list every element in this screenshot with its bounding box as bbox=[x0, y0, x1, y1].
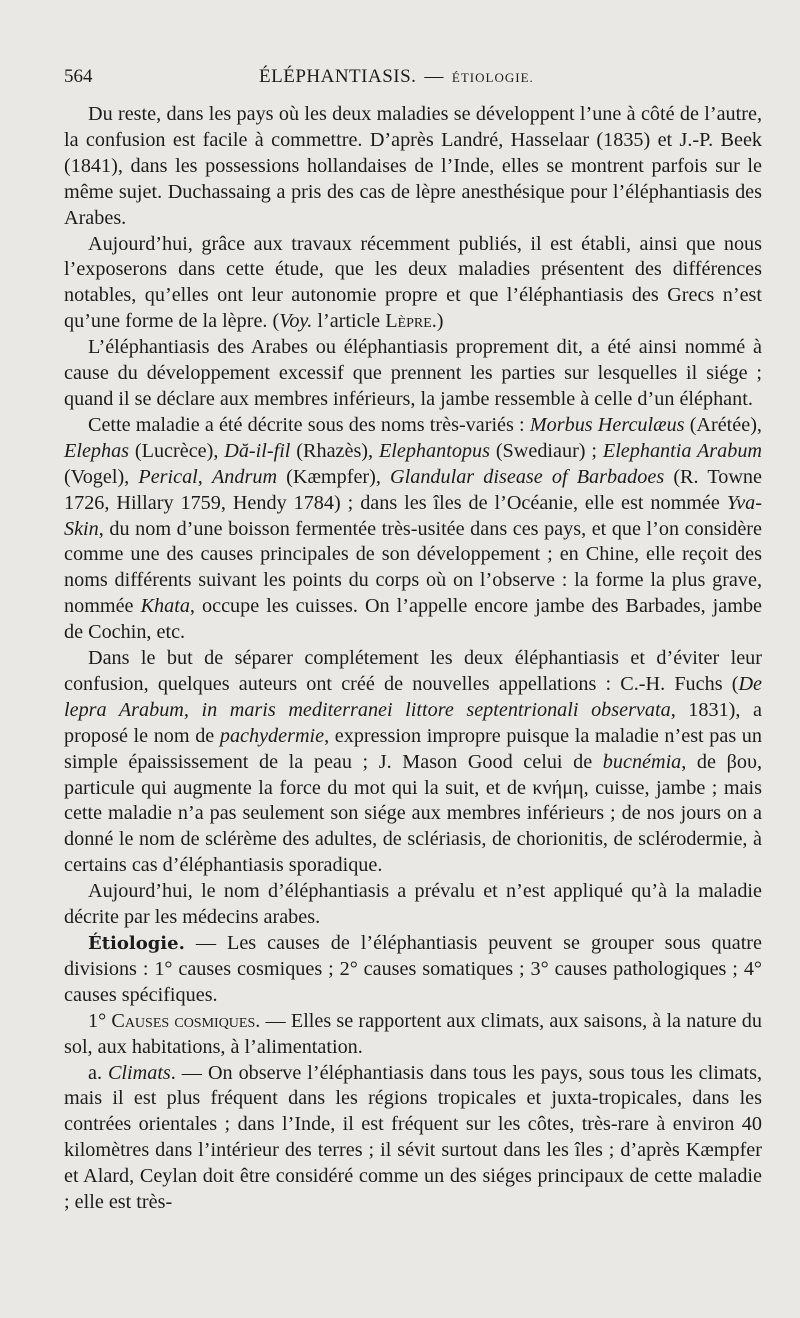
italic-text: Khata bbox=[140, 595, 190, 618]
paragraph bbox=[64, 232, 762, 336]
text-segment: (Swediaur) ; bbox=[489, 439, 603, 462]
italic-text: bucnémia bbox=[602, 750, 682, 773]
text-segment: (Lucrèce), bbox=[129, 439, 225, 462]
italic-text: Voy. bbox=[279, 310, 313, 333]
text-segment: . — On observe l’éléphantiasis dans tous les pays, sous tous les climats, mais il est plus fréquent dans les régions tropicales et juxta-tropicales, dans les contrées orientales ; dans l’Inde, il est fréquent sur les côtes, très-rare à environ 40 kilomètres dans l’intérieur des terres ; il sévit surtout dans les îles ; d’après Kæmpfer et Alard, Ceylan doit être considéré comme un des siéges principaux de cette maladie ; elle est très- bbox=[64, 1061, 762, 1214]
running-title bbox=[259, 66, 534, 88]
text-segment: , du nom d’une boisson fermentée très-usitée dans ces pays, et que l’on considère comme une des causes principales de son développement ; en Chine, elle reçoit des noms différents suivant les points du corps où on l’observe : la forme la plus grave, nommée bbox=[64, 517, 762, 618]
italic-text: De lepra Arabum, in maris mediterranei littore septentrionali observata bbox=[64, 672, 762, 721]
text-segment: (Arétée), bbox=[684, 413, 762, 436]
text-segment: a. bbox=[88, 1061, 108, 1084]
text-segment: 1° bbox=[88, 1009, 112, 1032]
italic-text: Yva-Skin bbox=[64, 491, 762, 540]
header-section: ÉTIOLOGIE. bbox=[451, 70, 534, 85]
header-title: ÉLÉPHANTIASIS. bbox=[259, 66, 417, 87]
body-text bbox=[64, 102, 762, 1216]
italic-text: Morbus Herculæus bbox=[529, 413, 685, 436]
text-segment: Dans le but de séparer complétement les deux éléphantiasis et d’éviter leur confusion, quelques auteurs ont créé de nouvelles appellations : C.-H. Fuchs ( bbox=[64, 647, 762, 695]
paragraph bbox=[64, 102, 762, 232]
paragraph bbox=[64, 1009, 762, 1061]
italic-text: Perical bbox=[138, 465, 198, 488]
text-segment: , occupe les cuisses. On l’appelle encore jambe des Barbades, jambe de Cochin, etc. bbox=[64, 595, 763, 644]
small-caps-text: Causes cosmiques bbox=[111, 1009, 256, 1032]
paragraph bbox=[64, 335, 762, 413]
text-segment: , 1831), a proposé le nom de bbox=[64, 698, 762, 747]
paragraph bbox=[64, 1061, 762, 1216]
section-title: Étiologie. bbox=[88, 933, 185, 954]
paragraph bbox=[64, 413, 762, 646]
running-header bbox=[64, 62, 762, 102]
text-segment: Aujourd’hui, le nom d’éléphantiasis a prévalu et n’est appliqué qu’à la maladie décrite par les médecins arabes. bbox=[64, 880, 762, 929]
paragraph bbox=[64, 931, 762, 1009]
text-segment: .) bbox=[431, 310, 444, 333]
italic-text: Elephantopus bbox=[378, 439, 490, 462]
italic-text: Dă-il-fil bbox=[224, 439, 291, 462]
text-segment: . — Elles se rapportent aux climats, aux saisons, à la nature du sol, aux habitations, à l’alimentation. bbox=[64, 1009, 762, 1058]
text-segment: , de βου, particule qui augmente la force du mot qui la suit, et de κνήμη, cuisse, jambe ; mais cette maladie n’a pas seulement son siége aux membres inférieurs ; de nos jours on a donné le nom de sclérème des adultes, de sclériasis, de chorionitis, de sclérodermie, à certains cas d’éléphantiasis sporadique. bbox=[64, 750, 762, 877]
text-segment: , bbox=[197, 465, 212, 488]
text-segment: Du reste, dans les pays où les deux maladies se développent l’une à côté de l’autre, la confusion est facile à commettre. D’après Landré, Hasselaar (1835) et J.-P. Beek (1841), dans les possessions hollandaises de l’Inde, elles se montrent parfois sur le même sujet. Duchassaing a pris des cas de lèpre anesthésique pour l’éléphantiasis des Arabes. bbox=[64, 103, 762, 229]
text-segment: (Rhazès), bbox=[290, 439, 379, 462]
header-dash: — bbox=[424, 66, 444, 87]
text-segment: (Vogel), bbox=[64, 465, 139, 488]
text-segment: L’éléphantiasis des Arabes ou éléphantiasis proprement dit, a été ainsi nommé à cause du développement excessif que prennent les parties sur lesquelles il siége ; quand il se déclare aux membres inférieurs, la jambe ressemble à celle d’un éléphant. bbox=[64, 336, 762, 410]
italic-text: Climats bbox=[107, 1061, 171, 1084]
small-caps-text: Lèpre bbox=[385, 310, 432, 333]
text-segment: (R. Towne 1726, Hillary 1759, Hendy 1784) ; dans les îles de l’Océanie, elle est nommée bbox=[64, 465, 762, 514]
italic-text: Elephantia Arabum bbox=[602, 439, 762, 462]
text-segment: (Kæmpfer), bbox=[277, 465, 391, 488]
italic-text: Elephas bbox=[64, 439, 130, 462]
text-segment: , expression impropre puisque la maladie n’est pas un simple épaississement de la peau ; J. Mason Good celui de bbox=[64, 724, 762, 773]
italic-text: Andrum bbox=[211, 465, 278, 488]
text-segment: Cette maladie a été décrite sous des noms très-variés : bbox=[88, 413, 530, 436]
italic-text: Glandular disease of Barbadoes bbox=[390, 465, 665, 488]
text-segment: l’article bbox=[312, 310, 386, 333]
paragraph bbox=[64, 879, 762, 931]
text-segment: Aujourd’hui, grâce aux travaux récemment publiés, il est établi, ainsi que nous l’exposerons dans cette étude, que les deux maladies présentent des différences notables, qu’elles ont leur autonomie propre et que l’éléphantiasis des Grecs n’est qu’une forme de la lèpre. ( bbox=[64, 232, 762, 333]
text-segment: — Les causes de l’éléphantiasis peuvent se grouper sous quatre divisions : 1° causes cosmiques ; 2° causes somatiques ; 3° causes pathologiques ; 4° causes spécifiques. bbox=[64, 932, 762, 1006]
italic-text: pachydermie bbox=[219, 724, 325, 747]
page-number: 564 bbox=[64, 66, 93, 87]
paragraph bbox=[64, 646, 762, 879]
